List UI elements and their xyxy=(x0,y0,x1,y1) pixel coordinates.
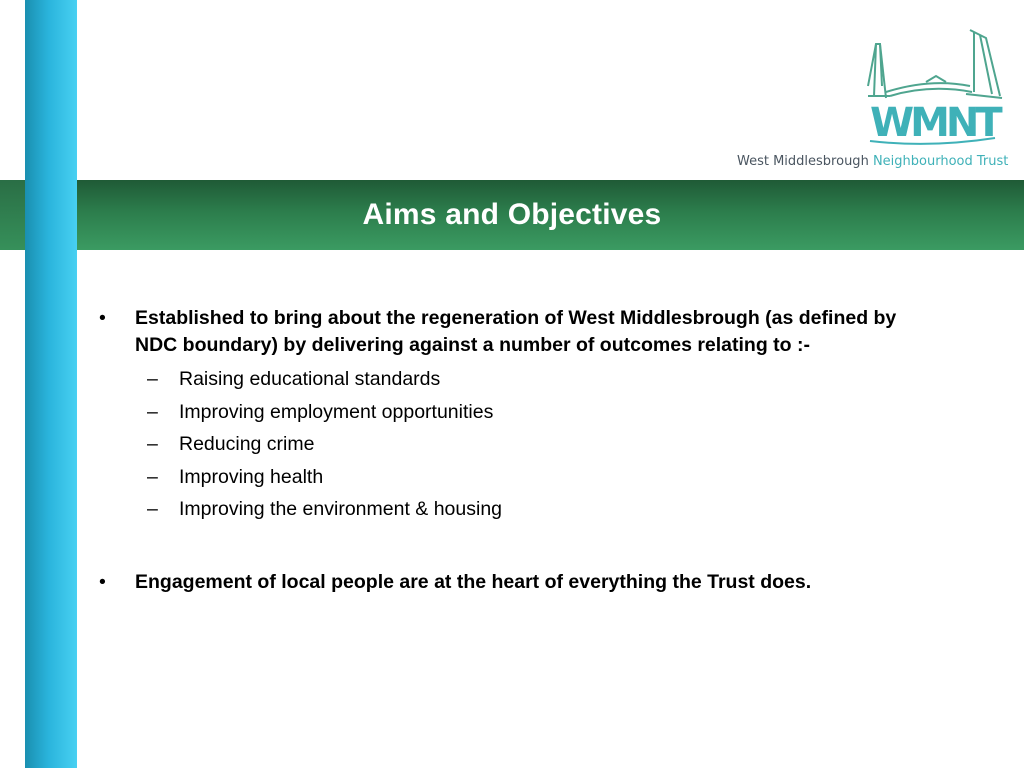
list-item xyxy=(96,493,936,526)
left-accent-bar xyxy=(25,0,77,768)
bullet-marker: • xyxy=(99,570,106,593)
slide-content xyxy=(96,305,936,596)
logo-caption xyxy=(737,154,1008,169)
left-accent-bar-overlay xyxy=(25,180,77,250)
bullet-engagement xyxy=(96,569,936,596)
bullet-marker: • xyxy=(99,307,106,329)
sub-marker: – xyxy=(147,433,158,455)
list-item-text: Improving the environment & housing xyxy=(179,498,503,520)
spacer xyxy=(96,526,936,569)
list-item xyxy=(96,428,936,461)
bullet-text: Established to bring about the regeneration of West Middlesbrough (as defined by NDC boundary) by delivering against a number of outcomes relating to :- xyxy=(135,307,897,356)
list-item-text: Raising educational standards xyxy=(179,368,441,390)
list-item-text: Improving employment opportunities xyxy=(179,400,494,423)
logo-caption-right: Neighbourhood Trust xyxy=(872,154,1009,169)
list-item xyxy=(96,363,936,396)
outcomes-list xyxy=(96,363,936,526)
sub-marker: – xyxy=(147,498,158,520)
list-item xyxy=(96,461,936,494)
sub-marker: – xyxy=(147,400,158,423)
sub-marker: – xyxy=(147,368,158,390)
list-item-text: Reducing crime xyxy=(179,433,315,455)
slide-title: Aims and Objectives xyxy=(362,198,662,231)
bullet-text: Engagement of local people are at the heart of everything the Trust does. xyxy=(135,570,812,593)
sub-marker: – xyxy=(147,465,158,488)
logo-wordmark: WMNT xyxy=(870,100,999,146)
bullet-established xyxy=(96,305,936,359)
list-item-text: Improving health xyxy=(179,465,324,488)
title-band-left-edge xyxy=(0,180,25,250)
list-item xyxy=(96,396,936,429)
logo-caption-left: West Middlesbrough xyxy=(737,154,869,169)
